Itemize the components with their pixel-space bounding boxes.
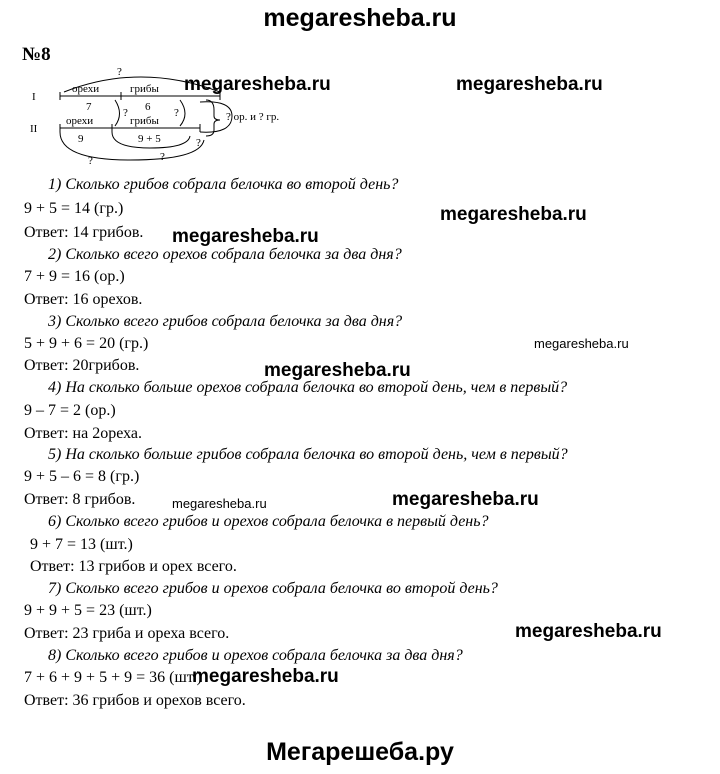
- row1-nuts-value: 7: [86, 101, 92, 113]
- row2-nuts-label: орехи: [66, 115, 94, 127]
- answer-3: Ответ: 20грибов.: [24, 357, 140, 374]
- expression-8: 7 + 6 + 9 + 5 + 9 = 36 (шт.): [24, 669, 202, 686]
- question-8: 8) Сколько всего грибов и орехов собрала белочка за два дня?: [48, 647, 463, 664]
- row2-nuts-value: 9: [78, 133, 84, 145]
- answer-8: Ответ: 36 грибов и орехов всего.: [24, 692, 246, 709]
- watermark: megaresheba.ru: [515, 621, 662, 642]
- row1-mushrooms-value: 6: [145, 101, 151, 113]
- footer-brand: Мегарешеба.ру: [266, 738, 454, 766]
- expression-7: 9 + 9 + 5 = 23 (шт.): [24, 602, 152, 619]
- row2-mushrooms-label: грибы: [130, 115, 159, 127]
- question-2: 2) Сколько всего орехов собрала белочка за два дня?: [48, 246, 402, 263]
- watermark: megaresheba.ru: [264, 360, 411, 381]
- expression-6: 9 + 7 = 13 (шт.): [30, 536, 133, 553]
- nuts-diff-question: ?: [123, 107, 128, 119]
- watermark: megaresheba.ru: [192, 666, 339, 687]
- expression-3: 5 + 9 + 6 = 20 (гр.): [24, 335, 149, 352]
- question-1: 1) Сколько грибов собрала белочка во второй день?: [48, 176, 399, 193]
- answer-1: Ответ: 14 грибов.: [24, 224, 144, 241]
- bottom-question-1: ?: [88, 155, 93, 167]
- watermark: megaresheba.ru: [172, 496, 267, 511]
- row-2-label: II: [30, 123, 38, 135]
- question-3: 3) Сколько всего грибов собрала белочка за два дня?: [48, 313, 403, 330]
- expression-4: 9 – 7 = 2 (ор.): [24, 402, 116, 419]
- side-question: ? ор. и ? гр.: [226, 111, 280, 123]
- answer-2: Ответ: 16 орехов.: [24, 291, 143, 308]
- watermark: megaresheba.ru: [184, 74, 331, 95]
- row1-mushrooms-label: грибы: [130, 83, 159, 95]
- question-6: 6) Сколько всего грибов и орехов собрала белочка в первый день?: [48, 513, 489, 530]
- row2-mushrooms-sum: 9 + 5: [138, 133, 161, 145]
- bottom-question-3: ?: [196, 137, 201, 149]
- bottom-question-2: ?: [160, 151, 165, 163]
- answer-5: Ответ: 8 грибов.: [24, 491, 136, 508]
- expression-2: 7 + 9 = 16 (ор.): [24, 268, 125, 285]
- mushroom-diff-question: ?: [174, 107, 179, 119]
- row-1-label: I: [32, 91, 36, 103]
- watermark: megaresheba.ru: [456, 74, 603, 95]
- top-question: ?: [117, 66, 122, 78]
- answer-6: Ответ: 13 грибов и орех всего.: [30, 558, 237, 575]
- watermark: megaresheba.ru: [392, 489, 539, 510]
- watermark: megaresheba.ru: [440, 204, 587, 225]
- row1-nuts-label: орехи: [72, 83, 100, 95]
- watermark: megaresheba.ru: [172, 226, 319, 247]
- question-7: 7) Сколько всего грибов и орехов собрала белочка во второй день?: [48, 580, 498, 597]
- site-title: megaresheba.ru: [263, 4, 457, 32]
- expression-1: 9 + 5 = 14 (гр.): [24, 200, 124, 217]
- answer-4: Ответ: на 2ореха.: [24, 425, 142, 442]
- task-number: №8: [22, 44, 51, 65]
- question-5: 5) На сколько больше грибов собрала белочка во второй день, чем в первый?: [48, 446, 568, 463]
- watermark: megaresheba.ru: [534, 336, 629, 351]
- answer-7: Ответ: 23 гриба и ореха всего.: [24, 625, 230, 642]
- expression-5: 9 + 5 – 6 = 8 (гр.): [24, 468, 140, 485]
- question-4: 4) На сколько больше орехов собрала белочка во второй день, чем в первый?: [48, 379, 568, 396]
